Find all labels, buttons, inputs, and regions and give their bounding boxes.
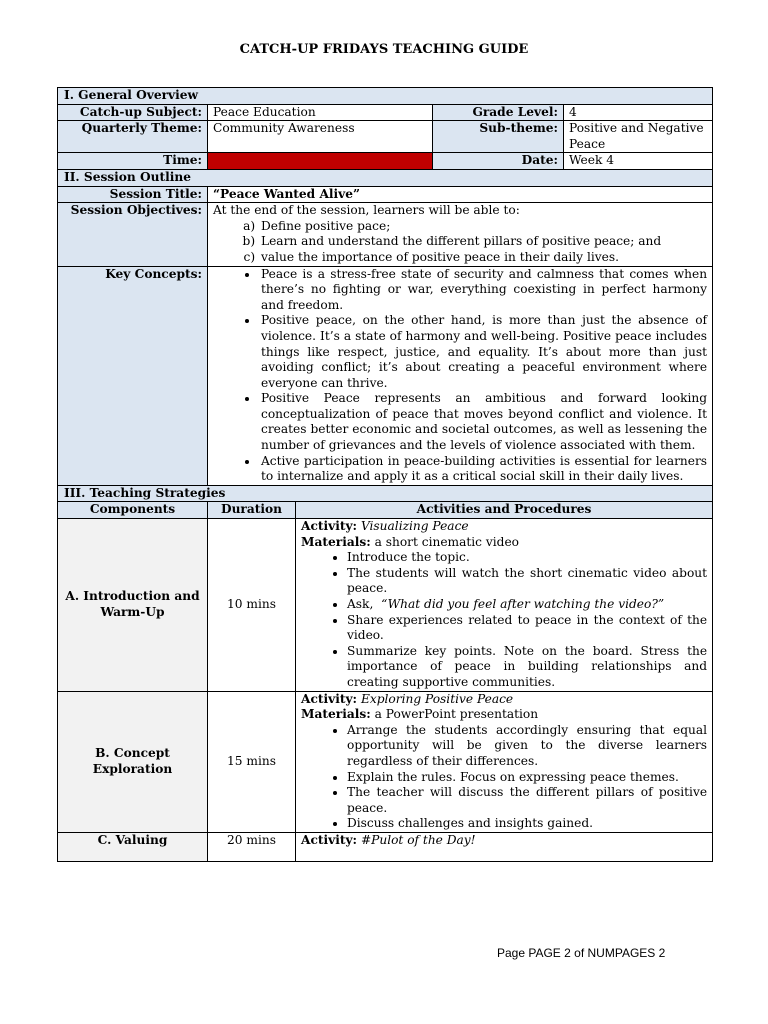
activity-line — [301, 519, 707, 535]
strategy-row-introduction — [58, 519, 713, 692]
procedure-item: • Arrange the students accordingly ensuring that equal opportunity will be given to the diverse learners regardless of their differences. — [347, 723, 707, 770]
activity-name: #Pulot of the Day! — [360, 832, 476, 847]
session-outline-row — [58, 169, 713, 186]
key-concept-item: • Positive peace, on the other hand, is more than just the absence of violence. It’s a state of harmony and well-being. Positive peace includes things like respect, justice, and equality. It’s about more than just avoiding conflict; it’s about creating a peaceful environment where everyone can thrive. — [259, 313, 707, 391]
activity-label: Activity: — [301, 519, 358, 534]
date-value: Week 4 — [564, 153, 713, 170]
procedure-item: • Share experiences related to peace in the context of the video. — [347, 613, 707, 644]
materials-line — [301, 707, 707, 723]
key-concepts-row — [58, 266, 713, 485]
subject-value: Peace Education — [208, 104, 433, 121]
ask-label: Ask, — [347, 597, 374, 611]
component-concept: B. Concept Exploration — [58, 691, 208, 832]
duration-header: Duration — [208, 502, 296, 519]
key-concepts-cell — [208, 266, 713, 485]
activity-label: Activity: — [301, 691, 358, 706]
objectives-row — [58, 203, 713, 266]
activity-name: Exploring Positive Peace — [360, 691, 514, 706]
key-concept-item: • Positive Peace represents an ambitious and forward looking conceptualization of peace that moves beyond conflict and violence. It creates better economic and societal outcomes, as well as lessening the number of grievances and the levels of violence associated with them. — [259, 391, 707, 453]
session-title-row — [58, 186, 713, 203]
materials-value: a short cinematic video — [374, 534, 520, 549]
objectives-list — [213, 219, 707, 266]
activities-header: Activities and Procedures — [296, 502, 713, 519]
subtheme-label: Sub-theme: — [433, 121, 564, 153]
objective-item: c. value the importance of positive peace in their daily lives. — [259, 250, 707, 266]
session-outline-heading: II. Session Outline — [58, 169, 713, 186]
materials-line — [301, 535, 707, 551]
objectives-cell — [208, 203, 713, 266]
teaching-strategies-row — [58, 485, 713, 502]
component-introduction: A. Introduction and Warm-Up — [58, 519, 208, 692]
strategies-header-row — [58, 502, 713, 519]
subtheme-value: Positive and Negative Peace — [564, 121, 713, 153]
general-overview-heading: I. General Overview — [58, 88, 713, 105]
subject-row — [58, 104, 713, 121]
duration-concept: 15 mins — [208, 691, 296, 832]
activity-label: Activity: — [301, 832, 358, 847]
objectives-label: Session Objectives: — [58, 203, 208, 266]
key-concepts-list — [213, 267, 707, 485]
theme-label: Quarterly Theme: — [58, 121, 208, 153]
document-title: CATCH-UP FRIDAYS TEACHING GUIDE — [239, 42, 529, 57]
procedure-list — [301, 550, 707, 690]
objective-item: a. Define positive pace; — [259, 219, 707, 235]
key-concepts-label: Key Concepts: — [58, 266, 208, 485]
grade-value: 4 — [564, 104, 713, 121]
materials-label: Materials: — [301, 707, 371, 722]
time-value — [208, 153, 433, 170]
procedure-item: • Summarize key points. Note on the board. Stress the importance of peace in building relationships and creating supportive communities. — [347, 644, 707, 691]
strategy-row-concept — [58, 691, 713, 832]
strategy-row-valuing — [58, 832, 713, 861]
components-header: Components — [58, 502, 208, 519]
activity-line — [301, 833, 707, 849]
procedure-item — [347, 597, 707, 613]
session-title-value: “Peace Wanted Alive” — [208, 186, 713, 203]
duration-introduction: 10 mins — [208, 519, 296, 692]
subject-label: Catch-up Subject: — [58, 104, 208, 121]
ask-quote: “What did you feel after watching the video?” — [381, 597, 665, 611]
procedure-item: • The students will watch the short cinematic video about peace. — [347, 566, 707, 597]
page-footer: Page PAGE 2 of NUMPAGES 2 — [497, 946, 666, 960]
objective-item: b. Learn and understand the different pillars of positive peace; and — [259, 234, 707, 250]
teaching-strategies-heading: III. Teaching Strategies — [58, 485, 713, 502]
teaching-guide-table — [57, 87, 713, 862]
materials-label: Materials: — [301, 534, 371, 549]
activities-valuing — [296, 832, 713, 861]
theme-value: Community Awareness — [208, 121, 433, 153]
time-label: Time: — [58, 153, 208, 170]
component-valuing: C. Valuing — [58, 832, 208, 861]
activities-introduction — [296, 519, 713, 692]
procedure-item: • Introduce the topic. — [347, 550, 707, 566]
objectives-intro: At the end of the session, learners will be able to: — [213, 203, 520, 218]
activities-concept — [296, 691, 713, 832]
time-row — [58, 153, 713, 170]
procedure-item: • Explain the rules. Focus on expressing peace themes. — [347, 770, 707, 786]
session-title-label: Session Title: — [58, 186, 208, 203]
materials-value: a PowerPoint presentation — [374, 707, 539, 722]
activity-name: Visualizing Peace — [360, 519, 469, 534]
key-concept-item: • Peace is a stress-free state of security and calmness that comes when there’s no fighting or war, everything coexisting in perfect harmony and freedom. — [259, 267, 707, 314]
procedure-list — [301, 723, 707, 832]
activity-line — [301, 692, 707, 708]
procedure-item: • The teacher will discuss the different pillars of positive peace. — [347, 785, 707, 816]
grade-label: Grade Level: — [433, 104, 564, 121]
date-label: Date: — [433, 153, 564, 170]
procedure-item: • Discuss challenges and insights gained. — [347, 816, 707, 832]
key-concept-item: • Active participation in peace-building activities is essential for learners to internalize and apply it as a critical social skill in their daily lives. — [259, 454, 707, 485]
general-overview-row — [58, 88, 713, 105]
theme-row — [58, 121, 713, 153]
duration-valuing: 20 mins — [208, 832, 296, 861]
